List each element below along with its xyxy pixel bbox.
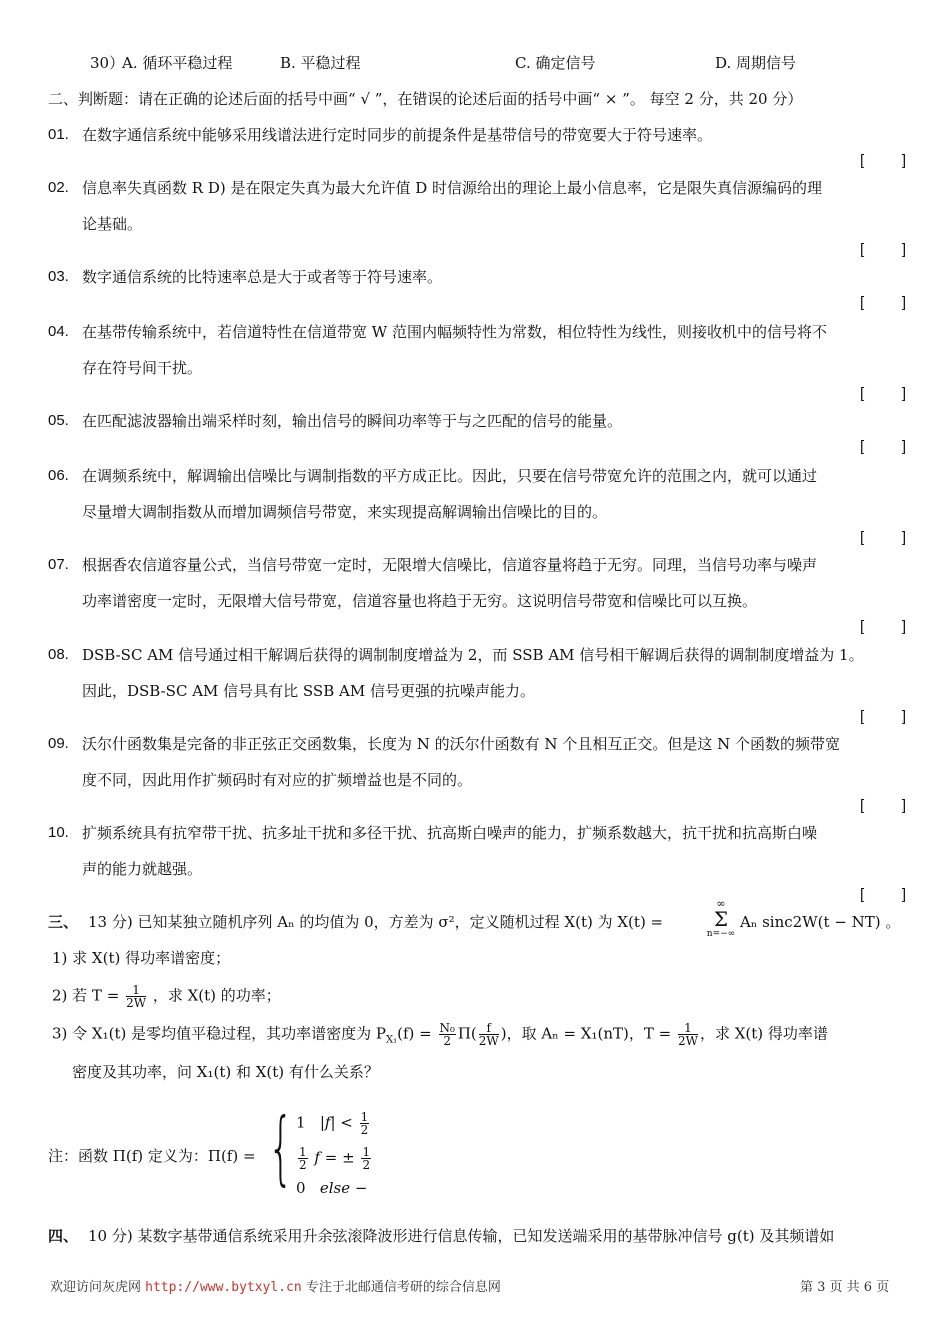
bracket-close: ]	[901, 886, 906, 903]
sum-symbol: Σ	[713, 907, 729, 931]
bracket-open: [	[860, 886, 865, 903]
bracket-close: ]	[901, 294, 906, 311]
answer-bracket[interactable]	[860, 707, 906, 727]
sec3-question-2	[52, 984, 281, 1009]
case-1-half	[360, 1111, 370, 1136]
q30-option-b: B. 平稳过程	[280, 54, 361, 72]
q3-two: 2	[443, 1034, 451, 1048]
bracket-close: ]	[901, 241, 906, 258]
sec3-question-3-line2: 密度及其功率，问 X₁(t) 和 X(t) 有什么关系？	[72, 1063, 379, 1081]
item-text-line: 在匹配滤波器输出端采样时刻，输出信号的瞬间功率等于与之匹配的信号的能量。	[82, 412, 623, 430]
answer-bracket[interactable]	[860, 151, 906, 171]
item-text-line: 功率谱密度一定时，无限增大信号带宽，信道容量也将趋于无穷。这说明信号带宽和信噪比可以互换。	[82, 592, 758, 610]
item-number: 03.	[48, 268, 69, 285]
bracket-close: ]	[901, 438, 906, 455]
bracket-open: [	[860, 438, 865, 455]
item-number: 05.	[48, 412, 69, 429]
item-text-line: 信息率失真函数 R D) 是在限定失真为最大允许值 D 时信源给出的理论上最小信息率，它是限失真信源编码的理	[82, 179, 823, 197]
sum-lower-limit: n=−∞	[706, 929, 736, 939]
answer-bracket[interactable]	[860, 528, 906, 548]
q3-n0-fraction	[439, 1022, 456, 1047]
case-1	[296, 1111, 371, 1136]
q30-option-d: D. 周期信号	[715, 54, 797, 72]
bracket-close: ]	[901, 797, 906, 814]
summation	[706, 898, 736, 940]
item-text-line: 度不同，因此用作扩频码时有对应的扩频增益也是不同的。	[82, 771, 473, 789]
item-text-line: 论基础。	[82, 215, 143, 233]
piecewise-brace: {	[268, 1101, 294, 1194]
q3-t-denominator: 2W	[677, 1034, 698, 1048]
page-number: 第 3 页 共 6 页	[800, 1280, 890, 1295]
q2-prefix: 2) 若 T =	[52, 986, 120, 1005]
section-2-heading: 二、判断题：请在正确的论述后面的括号中画“ √ ”，在错误的论述后面的括号中画“ × ”。 每空 2 分，共 20 分）	[48, 90, 803, 108]
item-number: 01.	[48, 126, 69, 143]
case-1-half-den: 2	[360, 1123, 369, 1137]
item-number: 04.	[48, 323, 69, 340]
item-text-line: 因此，DSB-SC AM 信号具有比 SSB AM 信号更强的抗噪声能力。	[82, 682, 535, 700]
q30-option-a: A. 循环平稳过程	[122, 54, 233, 72]
sec3-question-3	[52, 1022, 828, 1051]
bracket-open: [	[860, 241, 865, 258]
footer-left	[50, 1279, 501, 1297]
bracket-close: ]	[901, 385, 906, 402]
case-2-condition: f = ±	[314, 1148, 355, 1167]
case-2-half	[361, 1146, 371, 1171]
item-text-line: 声的能力就越强。	[82, 860, 203, 878]
q3-f-fraction	[479, 1022, 499, 1047]
item-text-line: 在调频系统中，解调输出信噪比与调制指数的平方成正比。因此，只要在信号带宽允许的范围之内，就可以通过	[82, 467, 818, 485]
q3-prefix: 3) 令 X₁(t) 是零均值平稳过程，其功率谱密度为 P	[52, 1024, 386, 1043]
case-1-half-num: 1	[360, 1110, 369, 1124]
q3-mid: (f) =	[397, 1024, 432, 1043]
sec3-question-1: 1) 求 X(t) 得功率谱密度；	[52, 949, 231, 967]
case-2-half-num: 1	[362, 1145, 371, 1159]
item-text-line: 在基带传输系统中，若信道特性在信道带宽 W 范围内幅频特性为常数，相位特性为线性，则接收机中的信号将不	[82, 323, 827, 341]
bracket-close: ]	[901, 708, 906, 725]
q2-fraction	[126, 984, 146, 1009]
q2-suffix: ，求 X(t) 的功率；	[152, 986, 281, 1005]
section-3-label: 三、	[48, 913, 79, 931]
q3-f: f	[479, 1022, 499, 1035]
q3-n0: N₀	[439, 1021, 455, 1035]
bracket-open: [	[860, 797, 865, 814]
case-2	[296, 1146, 373, 1171]
item-text-line: 扩频系统具有抗窄带干扰、抗多址干扰和多径干扰、抗高斯白噪声的能力，扩频系数越大，抗干扰和抗高斯白噪	[82, 824, 818, 842]
item-number: 10.	[48, 824, 69, 841]
case-2-value	[298, 1146, 308, 1171]
section-3-formula: Aₙ sinc2W(t − NT) 。	[740, 913, 901, 931]
q2-denominator: 2W	[126, 996, 147, 1010]
answer-bracket[interactable]	[860, 796, 906, 816]
bracket-close: ]	[901, 152, 906, 169]
case-2-half-den: 2	[362, 1158, 371, 1172]
note-definition: 注：函数 Π(f) 定义为：Π(f) =	[48, 1147, 256, 1165]
q2-numerator: 1	[126, 984, 146, 997]
item-number: 09.	[48, 735, 69, 752]
bracket-close: ]	[901, 618, 906, 635]
sum-upper-limit: ∞	[716, 897, 726, 910]
q3-end: ，求 X(t) 得功率谱	[699, 1024, 828, 1043]
site-link[interactable]: http://www.bytxyl.cn	[145, 1280, 302, 1295]
section-4-label: 四、	[48, 1227, 79, 1245]
case-2-num: 1	[299, 1145, 307, 1159]
item-text-line: 尽量增大调制指数从而增加调频信号带宽，来实现提高解调输出信噪比的目的。	[82, 503, 608, 521]
q3-2w: 2W	[478, 1034, 499, 1048]
case-3	[296, 1178, 367, 1198]
answer-bracket[interactable]	[860, 240, 906, 260]
bracket-open: [	[860, 152, 865, 169]
item-number: 02.	[48, 179, 69, 196]
case-1-condition: |f| <	[319, 1113, 353, 1132]
item-text-line: 数字通信系统的比特速率总是大于或者等于符号速率。	[82, 268, 443, 286]
item-text-line: 存在符号间干扰。	[82, 359, 203, 377]
answer-bracket[interactable]	[860, 885, 906, 905]
bracket-open: [	[860, 708, 865, 725]
case-3-value: 0	[296, 1179, 306, 1197]
q3-pi: Π(	[457, 1024, 477, 1043]
q3-rest: ，取 Aₙ = X₁(nT)，T =	[506, 1024, 672, 1043]
item-text-line: 沃尔什函数集是完备的非正弦正交函数集，长度为 N 的沃尔什函数有 N 个且相互正交。但是这 N 个函数的频带宽	[82, 735, 840, 753]
case-2-den: 2	[299, 1158, 307, 1172]
answer-bracket[interactable]	[860, 384, 906, 404]
item-text-line: DSB-SC AM 信号通过相干解调后获得的调制制度增益为 2，而 SSB AM 信号相干解调后获得的调制制度增益为 1。	[82, 646, 864, 664]
bracket-open: [	[860, 618, 865, 635]
footer-welcome: 欢迎访问灰虎网	[50, 1280, 142, 1295]
item-number: 06.	[48, 467, 69, 484]
item-text-line: 在数字通信系统中能够采用线谱法进行定时同步的前提条件是基带信号的带宽要大于符号速率。	[82, 126, 713, 144]
bracket-open: [	[860, 294, 865, 311]
section-4-text: 10 分) 某数字基带通信系统采用升余弦滚降波形进行信息传输，已知发送端采用的基带脉冲信号 g(t) 及其频谱如	[88, 1227, 835, 1245]
case-1-value: 1	[296, 1113, 306, 1132]
item-text-line: 根据香农信道容量公式，当信号带宽一定时，无限增大信噪比，信道容量将趋于无穷。同理，当信号功率与噪声	[82, 556, 818, 574]
item-number: 07.	[48, 556, 69, 573]
footer-tagline: 专注于北邮通信考研的综合信息网	[305, 1280, 501, 1295]
answer-bracket[interactable]	[860, 437, 906, 457]
q3-subscript: X₁	[386, 1034, 398, 1046]
q3-close: )	[500, 1024, 507, 1043]
item-number: 08.	[48, 646, 69, 663]
section-3-intro: 13 分) 已知某独立随机序列 Aₙ 的均值为 0，方差为 σ²，定义随机过程 X(t) 为 X(t) =	[88, 913, 664, 931]
case-3-condition: else −	[319, 1179, 368, 1197]
answer-bracket[interactable]	[860, 617, 906, 637]
bracket-close: ]	[901, 529, 906, 546]
q30-number: 30）	[90, 54, 125, 72]
q3-t-numerator: 1	[678, 1022, 698, 1035]
bracket-open: [	[860, 385, 865, 402]
answer-bracket[interactable]	[860, 293, 906, 313]
bracket-open: [	[860, 529, 865, 546]
q30-option-c: C. 确定信号	[515, 54, 596, 72]
q3-t-fraction	[678, 1022, 698, 1047]
